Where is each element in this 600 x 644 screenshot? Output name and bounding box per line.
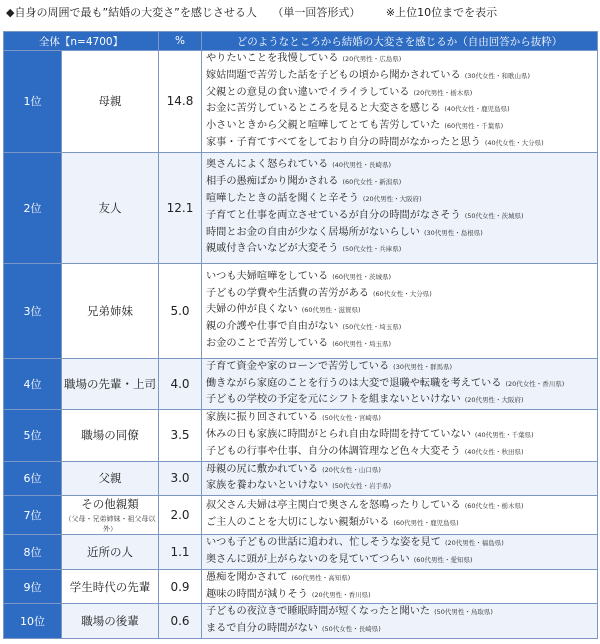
respondent-attribute: (20代男性・栃木県) bbox=[413, 88, 473, 97]
reason-line bbox=[206, 359, 597, 376]
reason-line bbox=[206, 225, 597, 242]
reason-line bbox=[206, 302, 597, 319]
reason-text: 母親の尻に敷かれている bbox=[206, 463, 319, 475]
reason-line bbox=[206, 241, 597, 258]
category-cell bbox=[62, 535, 159, 570]
reason-line bbox=[206, 68, 597, 85]
reason-text: 奥さんによく怒られている bbox=[206, 159, 329, 171]
rank-cell: 3位 bbox=[4, 263, 62, 358]
category-label: 職場の同僚 bbox=[81, 428, 139, 443]
respondent-attribute: (60代男性・千葉県) bbox=[444, 122, 504, 131]
reason-text: 子どもの学校の予定を元にシフトを組まないといけない bbox=[206, 394, 461, 406]
respondent-attribute: (50代男性・鳥取県) bbox=[434, 608, 493, 617]
respondent-attribute: (40代女性・秋田県) bbox=[464, 447, 524, 456]
rank-cell: 7位 bbox=[4, 496, 62, 535]
respondent-attribute: (40代女性・大分県) bbox=[484, 138, 544, 147]
reason-line bbox=[206, 336, 597, 353]
category-cell bbox=[62, 152, 159, 263]
category-label: 近所の人 bbox=[87, 544, 133, 559]
reason-line bbox=[206, 208, 597, 225]
respondent-attribute: (20代男性・広島県) bbox=[342, 55, 402, 63]
respondent-attribute: (20代女性・香川県) bbox=[505, 379, 565, 388]
category-cell bbox=[62, 410, 159, 461]
category-sublabel: （父母・兄弟姉妹・祖父母以外） bbox=[64, 515, 156, 534]
header-pct: % bbox=[159, 32, 202, 51]
reason-text: お金のことで苦労している bbox=[206, 337, 329, 349]
table-row bbox=[4, 569, 598, 604]
reason-line bbox=[206, 552, 597, 569]
reason-text: 夫婦の仲が良くない bbox=[206, 304, 298, 316]
reason-line bbox=[206, 462, 597, 479]
respondent-attribute: (60代男性・茨城県) bbox=[332, 272, 392, 281]
table-row bbox=[4, 496, 598, 535]
header-all: 全体【n=4700】 bbox=[4, 32, 159, 51]
rank-cell: 6位 bbox=[4, 461, 62, 496]
reasons-cell bbox=[202, 263, 598, 358]
reason-line bbox=[206, 444, 597, 461]
respondent-attribute: (60代男性・埼玉県) bbox=[332, 339, 392, 348]
respondent-attribute: (60代女性・栃木県) bbox=[464, 502, 524, 511]
table-row bbox=[4, 604, 598, 639]
reason-text: 小さいときから父親と喧嘩してとても苦労していた bbox=[206, 120, 441, 132]
rank-cell: 4位 bbox=[4, 358, 62, 409]
respondent-attribute: (60代男性・高知県) bbox=[291, 573, 351, 582]
reason-text: まるで自分の時間がない bbox=[206, 623, 318, 635]
reason-line bbox=[206, 410, 597, 427]
category-label: 兄弟姉妹 bbox=[87, 303, 133, 318]
rank-cell: 10位 bbox=[4, 604, 62, 639]
table-header-row bbox=[4, 32, 598, 51]
header-reasons: どのようなところから結婚の大変さを感じるか（自由回答から抜粋） bbox=[202, 32, 598, 51]
category-cell bbox=[62, 358, 159, 409]
reasons-cell bbox=[202, 51, 598, 153]
respondent-attribute: (60代男性・鹿児島県) bbox=[393, 519, 459, 528]
reason-line bbox=[206, 101, 597, 118]
respondent-attribute: (20代男性・福島県) bbox=[444, 539, 504, 548]
percent-cell: 5.0 bbox=[159, 263, 202, 358]
reason-text: 子どもの夜泣きで睡眠時間が短くなったと聞いた bbox=[206, 606, 431, 618]
reason-line bbox=[206, 286, 597, 303]
respondent-attribute: (40代男性・長崎県) bbox=[332, 161, 392, 170]
reason-text: 休みの日も家族に時間がとられ自由な時間を持てていない bbox=[206, 428, 471, 440]
category-label: 父親 bbox=[98, 471, 122, 486]
category-label: 友人 bbox=[98, 200, 122, 215]
category-cell bbox=[62, 461, 159, 496]
reason-text: やりたいことを我慢している bbox=[206, 53, 339, 64]
reason-text: 子どもの学費や生活費の苦労がある bbox=[206, 287, 369, 299]
reason-line bbox=[206, 478, 597, 495]
reason-text: 嫁姑問題で苦労した話を子どもの頃から聞かされている bbox=[206, 69, 461, 81]
reason-line bbox=[206, 392, 597, 409]
category-cell bbox=[62, 604, 159, 639]
respondent-attribute: (50代女性・兵庫県) bbox=[342, 245, 402, 254]
category-cell bbox=[62, 263, 159, 358]
respondent-attribute: (20代女性・山口県) bbox=[322, 465, 381, 474]
title-main: ◆自身の周囲で最も”結婚の大変さ”を感じさせる人 bbox=[6, 6, 257, 19]
reason-text: お金に苦労しているところを見ると大変さを感じる bbox=[206, 103, 441, 115]
rank-cell: 1位 bbox=[4, 51, 62, 153]
reason-line bbox=[206, 427, 597, 444]
reason-text: 家族に振り回されている bbox=[206, 412, 319, 424]
rank-cell: 5位 bbox=[4, 410, 62, 461]
reason-text: 時間とお金の自由が少なく居場所がないらしい bbox=[206, 226, 420, 238]
table-row bbox=[4, 461, 598, 496]
percent-cell: 12.1 bbox=[159, 152, 202, 263]
table-row bbox=[4, 263, 598, 358]
reason-text: 愚痴を聞かされて bbox=[206, 571, 288, 583]
reason-line bbox=[206, 174, 597, 191]
percent-cell: 4.0 bbox=[159, 358, 202, 409]
respondent-attribute: (50代女性・埼玉県) bbox=[342, 323, 402, 332]
reason-text: 相手の愚痴ばかり聞かされる bbox=[206, 176, 339, 188]
reason-text: 趣味の時間が減りそう bbox=[206, 588, 308, 600]
reason-line bbox=[206, 157, 597, 174]
category-label: 母親 bbox=[98, 94, 122, 109]
reason-text: 親の介護や仕事で自由がない bbox=[206, 321, 339, 333]
table-row bbox=[4, 535, 598, 570]
reasons-cell bbox=[202, 496, 598, 535]
reason-line bbox=[206, 319, 597, 336]
category-label: 職場の後輩 bbox=[81, 614, 139, 629]
respondent-attribute: (60代男性・愛知県) bbox=[413, 555, 473, 564]
reason-text: 叔父さん夫婦は亭主関白で奥さんを怒鳴ったりしている bbox=[206, 500, 461, 512]
reasons-cell bbox=[202, 535, 598, 570]
percent-cell: 2.0 bbox=[159, 496, 202, 535]
respondent-attribute: (60代女性・大分県) bbox=[373, 289, 432, 298]
reason-text: 家族を養わないといけない bbox=[206, 480, 329, 492]
percent-cell: 1.1 bbox=[159, 535, 202, 570]
category-label: その他親類 bbox=[81, 497, 139, 512]
reasons-cell bbox=[202, 461, 598, 496]
reason-line bbox=[206, 515, 597, 532]
respondent-attribute: (30代男性・島根県) bbox=[423, 228, 483, 237]
reason-text: 家事・子育てすべてをしており自分の時間がなかったと思う bbox=[206, 136, 481, 148]
percent-cell: 14.8 bbox=[159, 51, 202, 153]
respondent-attribute: (20代男性・大阪府) bbox=[464, 396, 524, 405]
title-format: （単一回答形式） bbox=[272, 6, 361, 19]
table-row bbox=[4, 410, 598, 461]
reason-line bbox=[206, 85, 597, 102]
percent-cell: 0.9 bbox=[159, 569, 202, 604]
rank-cell: 8位 bbox=[4, 535, 62, 570]
reason-line bbox=[206, 621, 597, 638]
reason-text: 子どもの行事や仕事、自分の体調管理など色々大変そう bbox=[206, 445, 461, 457]
rank-cell: 9位 bbox=[4, 569, 62, 604]
respondent-attribute: (30代女性・和歌山県) bbox=[464, 71, 531, 80]
reason-line bbox=[206, 135, 597, 152]
category-cell bbox=[62, 51, 159, 153]
reason-line bbox=[206, 587, 597, 604]
respondent-attribute: (30代男性・群馬県) bbox=[393, 362, 453, 371]
reason-line bbox=[206, 498, 597, 515]
reason-text: 子育て資金や家のローンで苦労している bbox=[206, 360, 390, 372]
reason-line bbox=[206, 535, 597, 552]
reasons-cell bbox=[202, 358, 598, 409]
reason-text: 喧嘩したときの話を聞くと辛そう bbox=[206, 192, 359, 204]
reasons-cell bbox=[202, 410, 598, 461]
reason-text: 父親との意見の食い違いでイライラしている bbox=[206, 86, 410, 98]
reason-text: いつも夫婦喧嘩をしている bbox=[206, 270, 329, 282]
reason-text: 働きながら家庭のことを行うのは大変で退職や転職を考えている bbox=[206, 377, 502, 389]
reason-line bbox=[206, 570, 597, 587]
table-row bbox=[4, 358, 598, 409]
category-label: 職場の先輩・上司 bbox=[64, 376, 156, 391]
reason-text: ご主人のことを大切にしない親類がいる bbox=[206, 517, 390, 529]
category-cell bbox=[62, 496, 159, 535]
respondent-attribute: (50代女性・茨城県) bbox=[464, 211, 524, 220]
respondent-attribute: (50代女性・宮崎県) bbox=[322, 414, 381, 423]
title-note: ※上位10位までを表示 bbox=[385, 6, 498, 19]
respondent-attribute: (20代男性・大阪府) bbox=[362, 194, 422, 203]
respondent-attribute: (60代男性・滋賀県) bbox=[301, 306, 361, 315]
respondent-attribute: (20代男性・香川県) bbox=[311, 590, 371, 599]
percent-cell: 3.5 bbox=[159, 410, 202, 461]
rank-cell: 2位 bbox=[4, 152, 62, 263]
category-label: 学生時代の先輩 bbox=[69, 579, 151, 594]
respondent-attribute: (60代女性・新潟県) bbox=[342, 178, 402, 187]
reason-line bbox=[206, 269, 597, 286]
reason-line bbox=[206, 191, 597, 208]
reason-line bbox=[206, 604, 597, 621]
reason-text: 奥さんに頭が上がらないのを見ていてつらい bbox=[206, 553, 410, 565]
percent-cell: 3.0 bbox=[159, 461, 202, 496]
reasons-cell bbox=[202, 569, 598, 604]
reasons-cell bbox=[202, 604, 598, 639]
respondent-attribute: (40代女性・鹿児島県) bbox=[444, 105, 510, 114]
reason-text: 親戚付き合いなどが大変そう bbox=[206, 243, 339, 255]
respondent-attribute: (40代男性・千葉県) bbox=[474, 430, 534, 439]
reason-text: いつも子どもの世話に追われ、忙しそうな姿を見て bbox=[206, 537, 441, 549]
table-row bbox=[4, 51, 598, 153]
reason-line bbox=[206, 51, 597, 68]
reason-line bbox=[206, 376, 597, 393]
reasons-cell bbox=[202, 152, 598, 263]
page-title bbox=[6, 4, 497, 22]
table-row bbox=[4, 152, 598, 263]
reason-line bbox=[206, 118, 597, 135]
percent-cell: 0.6 bbox=[159, 604, 202, 639]
respondent-attribute: (50代女性・長崎県) bbox=[321, 625, 381, 634]
reason-text: 子育てと仕事を両立させているが自分の時間がなさそう bbox=[206, 209, 461, 221]
category-cell bbox=[62, 569, 159, 604]
respondent-attribute: (50代女性・岩手県) bbox=[332, 482, 392, 491]
ranking-table bbox=[3, 31, 598, 639]
